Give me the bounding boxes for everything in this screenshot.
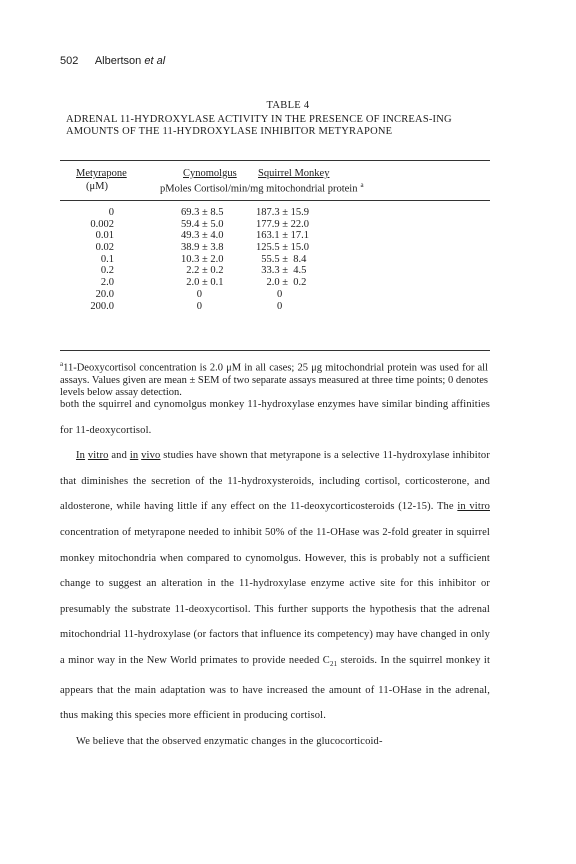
cell-cynomolgus: 2.2 ± 0.2 (181, 265, 224, 277)
table-body (60, 207, 490, 312)
cell-squirrel: 0 (256, 288, 283, 300)
units-footnote-marker: a (360, 181, 364, 189)
italic-term: in vitro (457, 501, 490, 513)
table-row (60, 301, 490, 313)
table-top-rule (60, 160, 490, 161)
cell-squirrel: 2.0 ± 0.2 (256, 277, 307, 289)
cell-cynomolgus: 2.0 ± 0.1 (181, 277, 224, 289)
cell-cynomolgus: 38.9 ± 3.8 (181, 242, 224, 254)
cell-cynomolgus: 49.3 ± 4.0 (181, 230, 224, 242)
cell-cynomolgus: 69.3 ± 8.5 (181, 207, 224, 218)
table-row (60, 230, 490, 242)
cell-metyrapone: 0 (108, 207, 114, 218)
cell-cynomolgus: 0 (181, 288, 202, 300)
cell-squirrel: 125.5 ± 15.0 (256, 242, 310, 254)
cell-metyrapone: 20.0 (95, 288, 114, 300)
footnote-marker: a (60, 360, 64, 368)
paragraph: We believe that the observed enzymatic changes in the glucocorticoid- (76, 735, 383, 747)
cell-metyrapone: 200.0 (90, 300, 114, 312)
column-header-metyrapone-unit: (μM) (86, 181, 108, 192)
table-caption: ADRENAL 11-HYDROXYLASE ACTIVITY IN THE PRESENCE OF INCREAS-ING AMOUNTS OF THE 11-HYDROXYLASE INHIBITOR METYRAPONE (66, 114, 452, 137)
table-row (60, 219, 490, 231)
running-head-et-al: et al (144, 55, 166, 67)
cell-squirrel: 33.3 ± 4.5 (256, 265, 307, 277)
cell-cynomolgus: 0 (181, 300, 202, 312)
table-row (60, 254, 490, 266)
paragraph: both the squirrel and cynomolgus monkey 11-hydroxylase enzymes have similar binding affinities for 11-deoxycortisol. (60, 399, 490, 436)
cell-metyrapone: 0.02 (95, 242, 114, 254)
footnote-text: 11-Deoxycortisol concentration is 2.0 μM in all cases; 25 μg mitochondrial protein was used for all assays. Values given are mean ± SEM of two separate assays measured at three time points; 0 denotes levels below assay detection. (60, 362, 488, 399)
table-row (60, 277, 490, 289)
cell-metyrapone: 0.01 (95, 230, 114, 242)
cell-metyrapone: 0.1 (100, 253, 114, 265)
column-header-units (160, 181, 364, 195)
column-header-squirrel-monkey: Squirrel Monkey (258, 168, 330, 179)
italic-term: In (76, 450, 86, 462)
table-header-rule (60, 200, 490, 201)
table-row (60, 265, 490, 277)
cell-squirrel: 0 (256, 300, 283, 312)
cell-metyrapone: 2.0 (100, 277, 114, 289)
units-text: pMoles Cortisol/min/mg mitochondrial protein (160, 183, 358, 195)
table-row (60, 207, 490, 219)
text-run: concentration of metyrapone needed to inhibit 50% of the 11-OHase was 2-fold greater in squirrel monkey mitochondria when compared to cynomolgus. However, this is probably not a sufficient change to suggest an alteration in the 11-hydroxylase enzyme active site for this inhibitor or presumably the substrate 11-deoxycortisol. This further supports the hypothesis that the adrenal mitochondrial 11-hydroxylase (or factors that influence its competency) may have changed in only a minor way in the New World primates to provide needed C (60, 526, 490, 666)
cell-squirrel: 177.9 ± 22.0 (256, 218, 310, 230)
running-head (60, 55, 165, 67)
text-run: and (108, 450, 130, 462)
column-header-cynomolgus: Cynomolgus (183, 168, 237, 179)
italic-term: in (129, 450, 139, 462)
cell-squirrel: 163.1 ± 17.1 (256, 230, 310, 242)
table-row (60, 242, 490, 254)
text-run: studies have shown that metyrapone is a selective 11-hydroxylase inhibitor that diminishes the secretion of the 11-hydroxysteroids, including cortisol, corticosterone, and aldosterone, while having little if any effect on the 11-deoxycorticosteroids (12-15). The (60, 450, 490, 513)
text-run: steroids. In the squirrel monkey it appears that the main adaptation was to have increased the amount of 11-OHase in the adrenal, thus making this species more efficient in producing cortisol. (60, 654, 491, 722)
body-text (60, 392, 490, 754)
page-number: 502 (60, 55, 79, 67)
cell-metyrapone: 0.2 (100, 265, 114, 277)
subscript: 21 (329, 660, 338, 669)
column-header-metyrapone: Metyrapone (76, 168, 127, 179)
cell-metyrapone: 0.002 (90, 218, 114, 230)
italic-term: vivo (141, 450, 161, 462)
paragraph (60, 443, 490, 729)
cell-squirrel: 187.3 ± 15.9 (256, 207, 310, 218)
cell-cynomolgus: 59.4 ± 5.0 (181, 218, 224, 230)
running-head-authors: Albertson (94, 55, 142, 67)
table-row (60, 289, 490, 301)
table-bottom-rule (60, 350, 490, 351)
table-label: TABLE 4 (266, 100, 310, 111)
cell-squirrel: 55.5 ± 8.4 (256, 253, 307, 265)
italic-term: vitro (87, 450, 109, 462)
cell-cynomolgus: 10.3 ± 2.0 (181, 253, 224, 265)
